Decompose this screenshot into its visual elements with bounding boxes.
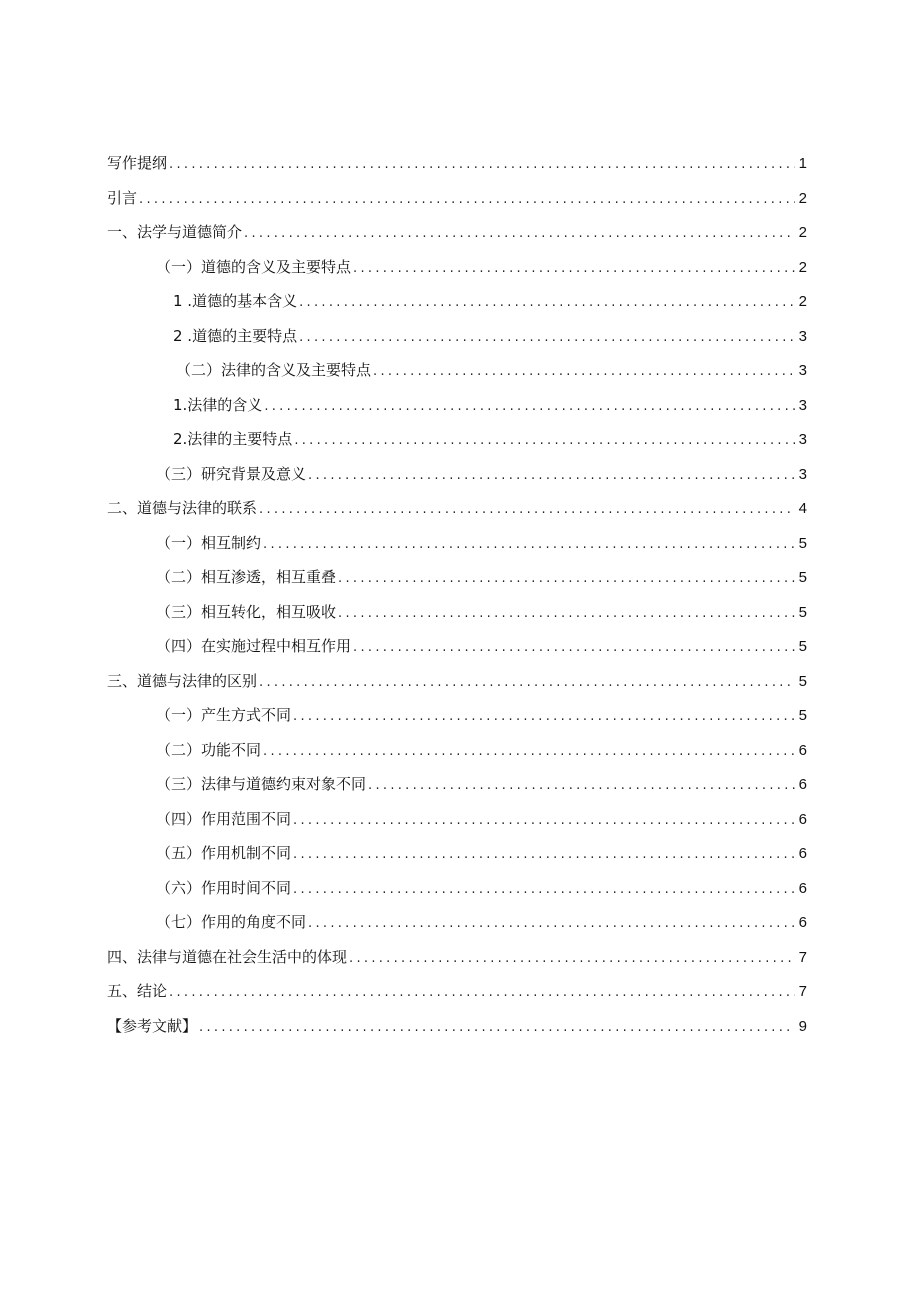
toc-entry[interactable] bbox=[107, 981, 807, 1016]
toc-entry-title: （二）功能不同 bbox=[156, 740, 262, 759]
dot-leader bbox=[167, 983, 795, 1003]
toc-entry[interactable] bbox=[107, 153, 807, 188]
toc-entry-title: （六）作用时间不同 bbox=[156, 878, 292, 897]
toc-entry[interactable] bbox=[107, 843, 807, 878]
toc-entry[interactable] bbox=[107, 395, 807, 430]
dot-leader bbox=[351, 638, 795, 658]
toc-entry-title: 1.法律的含义 bbox=[173, 395, 263, 414]
toc-entry[interactable] bbox=[107, 222, 807, 257]
toc-entry[interactable] bbox=[107, 774, 807, 809]
toc-entry-title: 1 .道德的基本含义 bbox=[173, 292, 298, 310]
dot-leader bbox=[242, 224, 795, 244]
toc-entry-page: 7 bbox=[798, 948, 807, 966]
toc-entry[interactable] bbox=[107, 947, 807, 982]
toc-entry-title: （五）作用机制不同 bbox=[156, 844, 292, 862]
toc-entry-title: （三）相互转化，相互吸收 bbox=[156, 602, 337, 621]
toc-entry-page: 5 bbox=[798, 603, 807, 621]
toc-entry-page: 3 bbox=[798, 327, 807, 345]
toc-entry-page: 6 bbox=[798, 879, 807, 897]
toc-entry[interactable] bbox=[107, 705, 807, 740]
toc-entry-title: （二）法律的含义及主要特点 bbox=[176, 361, 372, 379]
toc-entry-page: 2 bbox=[798, 293, 807, 310]
dot-leader bbox=[366, 776, 795, 796]
toc-entry-page: 5 bbox=[798, 534, 807, 552]
dot-leader bbox=[292, 431, 794, 451]
dot-leader bbox=[197, 1018, 795, 1038]
dot-leader bbox=[257, 500, 795, 520]
dot-leader bbox=[336, 569, 795, 589]
toc-entry[interactable] bbox=[107, 188, 807, 223]
toc-entry-title: 一、法学与道德简介 bbox=[107, 223, 243, 241]
toc-entry-page: 6 bbox=[798, 741, 807, 759]
dot-leader bbox=[262, 397, 794, 417]
toc-entry[interactable] bbox=[107, 567, 807, 602]
toc-entry-title: 四、法律与道德在社会生活中的体现 bbox=[107, 947, 348, 966]
dot-leader bbox=[261, 535, 795, 555]
dot-leader bbox=[347, 949, 795, 969]
dot-leader bbox=[137, 190, 795, 210]
toc-entry[interactable] bbox=[107, 326, 807, 361]
dot-leader bbox=[291, 880, 795, 900]
dot-leader bbox=[306, 466, 795, 486]
toc-entry-title: 写作提纲 bbox=[107, 154, 168, 172]
dot-leader bbox=[306, 914, 795, 934]
toc-entry-page: 5 bbox=[798, 707, 807, 724]
dot-leader bbox=[297, 328, 795, 348]
dot-leader bbox=[291, 707, 795, 727]
toc-entry-page: 3 bbox=[798, 396, 807, 414]
toc-entry-page: 6 bbox=[798, 914, 807, 931]
toc-entry-title: （三）法律与道德约束对象不同 bbox=[156, 775, 367, 793]
toc-entry[interactable] bbox=[107, 429, 807, 464]
toc-entry[interactable] bbox=[107, 671, 807, 706]
dot-leader bbox=[297, 293, 795, 313]
toc-entry[interactable] bbox=[107, 360, 807, 395]
toc-entry[interactable] bbox=[107, 636, 807, 671]
toc-entry-page: 7 bbox=[798, 983, 807, 1000]
toc-entry-page: 2 bbox=[798, 189, 807, 207]
toc-entry-title: 【参考文献】 bbox=[107, 1016, 198, 1035]
toc-entry-page: 3 bbox=[798, 431, 807, 448]
toc-entry[interactable] bbox=[107, 912, 807, 947]
toc-entry-page: 2 bbox=[798, 224, 807, 241]
toc-entry-page: 1 bbox=[798, 155, 807, 172]
toc-entry[interactable] bbox=[107, 809, 807, 844]
toc-entry-page: 2 bbox=[798, 258, 807, 276]
toc-entry-title: 引言 bbox=[107, 188, 138, 207]
toc-entry[interactable] bbox=[107, 257, 807, 292]
toc-entry[interactable] bbox=[107, 291, 807, 326]
toc-entry-title: 二、道德与法律的联系 bbox=[107, 499, 258, 517]
dot-leader bbox=[257, 673, 795, 693]
toc-entry-page: 4 bbox=[798, 500, 807, 517]
toc-entry-page: 6 bbox=[798, 776, 807, 793]
toc-entry-title: 2.法律的主要特点 bbox=[173, 430, 293, 448]
table-of-contents bbox=[107, 153, 807, 1050]
toc-entry-title: （二）相互渗透，相互重叠 bbox=[156, 568, 337, 586]
toc-entry-page: 6 bbox=[798, 810, 807, 828]
dot-leader bbox=[371, 362, 795, 382]
toc-entry-page: 5 bbox=[798, 638, 807, 655]
dot-leader bbox=[291, 845, 795, 865]
toc-entry-title: （一）道德的含义及主要特点 bbox=[156, 257, 352, 276]
toc-entry-page: 3 bbox=[798, 465, 807, 483]
toc-entry-page: 6 bbox=[798, 845, 807, 862]
dot-leader bbox=[167, 155, 795, 175]
toc-entry-title: （一）产生方式不同 bbox=[156, 706, 292, 724]
toc-entry[interactable] bbox=[107, 533, 807, 568]
toc-entry-title: （一）相互制约 bbox=[156, 533, 262, 552]
toc-entry[interactable] bbox=[107, 1016, 807, 1051]
dot-leader bbox=[351, 259, 795, 279]
toc-entry[interactable] bbox=[107, 464, 807, 499]
toc-entry-page: 3 bbox=[798, 362, 807, 379]
dot-leader bbox=[291, 811, 795, 831]
toc-entry[interactable] bbox=[107, 602, 807, 637]
toc-entry-page: 5 bbox=[798, 569, 807, 586]
toc-entry[interactable] bbox=[107, 878, 807, 913]
toc-entry-page: 5 bbox=[798, 672, 807, 690]
toc-entry-title: 2 .道德的主要特点 bbox=[173, 326, 298, 345]
dot-leader bbox=[261, 742, 795, 762]
toc-entry-title: 三、道德与法律的区别 bbox=[107, 671, 258, 690]
toc-entry-page: 9 bbox=[798, 1017, 807, 1035]
toc-entry[interactable] bbox=[107, 740, 807, 775]
dot-leader bbox=[336, 604, 795, 624]
toc-entry-title: （七）作用的角度不同 bbox=[156, 913, 307, 931]
toc-entry[interactable] bbox=[107, 498, 807, 533]
toc-entry-title: （四）在实施过程中相互作用 bbox=[156, 637, 352, 655]
toc-entry-title: （四）作用范围不同 bbox=[156, 809, 292, 828]
toc-entry-title: （三）研究背景及意义 bbox=[156, 464, 307, 483]
toc-entry-title: 五、结论 bbox=[107, 982, 168, 1000]
